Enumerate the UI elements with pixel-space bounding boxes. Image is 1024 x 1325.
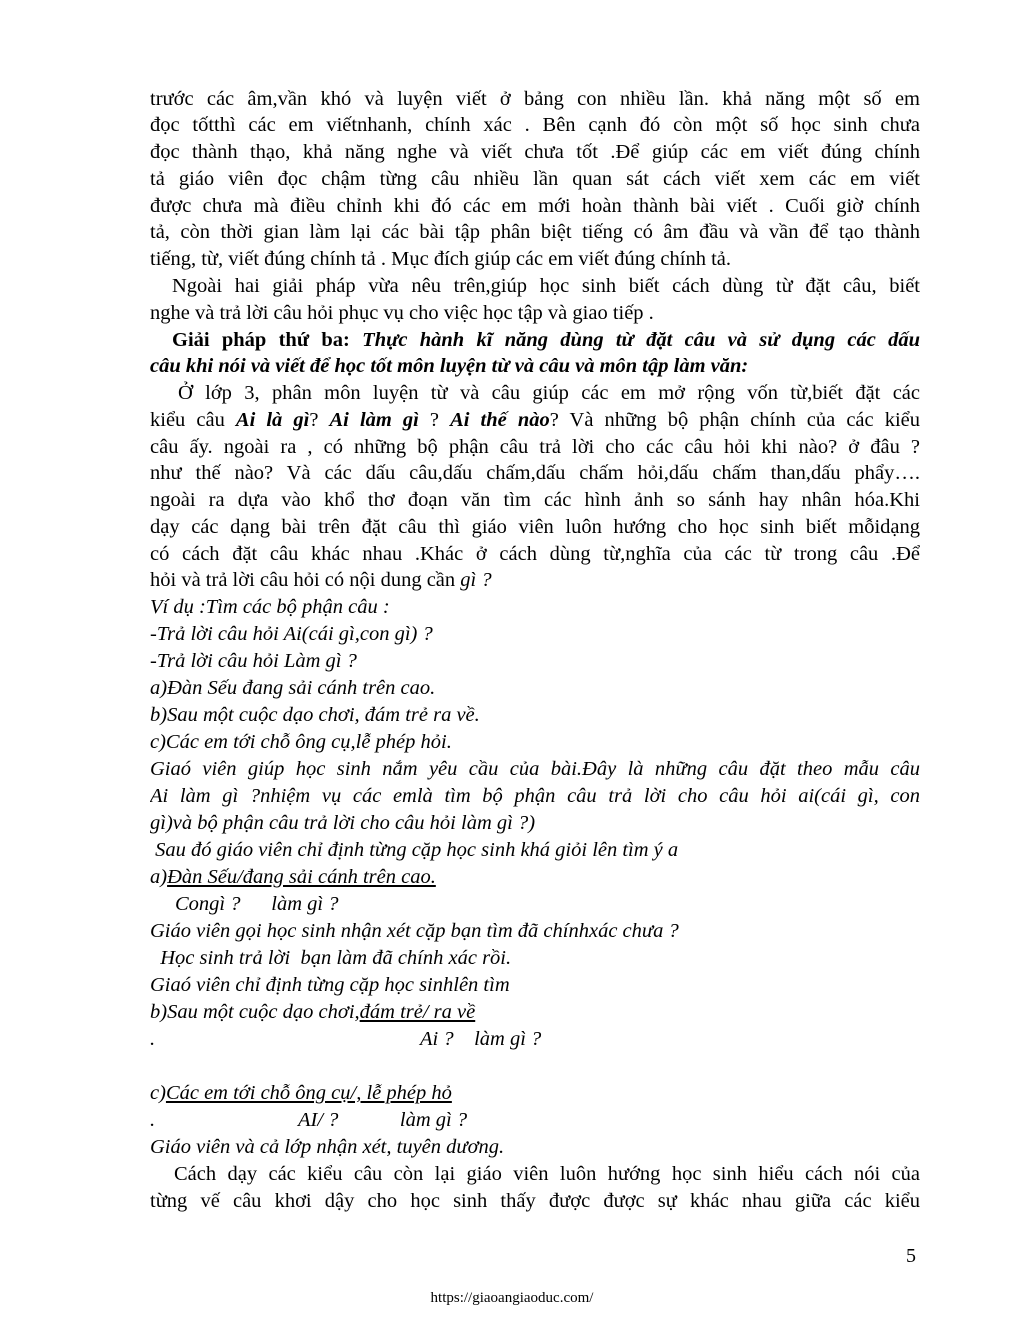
answer-b: b)Sau một cuộc dạo chơi,đám trẻ/ ra về (150, 1001, 476, 1023)
answer-c-dot: . (150, 1109, 156, 1131)
example-line: Giáo viên gọi học sinh nhận xét cặp bạn tìm đã chínhxác chưa ? (150, 920, 679, 942)
section-heading (172, 327, 920, 353)
example-line: Sau đó giáo viên chỉ định từng cặp học sinh khá giỏi lên tìm ý a (150, 839, 679, 861)
example-line: b)Sau một cuộc dạo chơi, đám trẻ ra về. (150, 704, 480, 726)
answer-b-dot: . (150, 1028, 156, 1050)
example-line: Giáo viên và cả lớp nhận xét, tuyên dương. (150, 1136, 505, 1158)
text-line: có cách đặt câu khác nhau .Khác ở cách dùng từ,nghĩa của các từ trong câu .Để (150, 543, 920, 565)
answer-a: a)Đàn Sếu/đang sải cánh trên cao. (150, 866, 436, 888)
heading-label: Giải pháp thứ ba: (172, 329, 350, 351)
text-line: nghe và trả lời câu hỏi phục vụ cho việc học tập và giao tiếp . (150, 302, 654, 324)
answer-a-questions: Congì ? làm gì ? (175, 893, 339, 915)
text-line: tả giáo viên đọc chậm từng câu nhiều lần quan sát cách viết xem các em viết (150, 168, 920, 190)
text-line: ngoài ra dựa vào khổ thơ đoạn văn tìm các hình ảnh so sánh hay nhân hóa.Khi (150, 489, 920, 511)
example-line: a)Đàn Sếu đang sải cánh trên cao. (150, 677, 436, 699)
heading-title-cont: câu khi nói và viết để học tốt môn luyện từ và câu và môn tập làm văn: (150, 355, 749, 377)
text-line: Ngoài hai giải pháp vừa nêu trên,giúp học sinh biết cách dùng từ đặt câu, biết (172, 275, 920, 297)
text-line: câu ấy. ngoài ra , có những bộ phận câu trả lời cho các câu hỏi khi nào? ở đâu ? (150, 436, 920, 458)
page-number: 5 (906, 1245, 916, 1267)
example-line: -Trả lời câu hỏi Làm gì ? (150, 650, 357, 672)
example-line: gì)và bộ phận câu trả lời cho câu hỏi làm gì ?) (150, 812, 536, 834)
text-line: đọc thành thạo, khả năng nghe và viết chưa tốt .Để giúp các em viết đúng chính (150, 141, 920, 163)
example-line: Ai làm gì ?nhiệm vụ các emlà tìm bộ phận câu trả lời cho câu hỏi ai(cái gì, con (150, 785, 920, 807)
example-line: Ví dụ :Tìm các bộ phận câu : (150, 596, 390, 618)
answer-c-questions: AI/ ? làm gì ? (298, 1109, 468, 1131)
text-line: trước các âm,vần khó và luyện viết ở bảng con nhiều lần. khả năng một số em (150, 88, 920, 110)
text-line: Cách dạy các kiểu câu còn lại giáo viên luôn hướng học sinh hiểu cách nói của (174, 1163, 920, 1185)
example-line: Giaó viên chỉ định từng cặp học sinhlên tìm (150, 974, 510, 996)
text-line: như thế nào? Và các dấu câu,dấu chấm,dấu chấm hỏi,dấu chấm than,dấu phẩy…. (150, 462, 920, 484)
footer-url[interactable]: https://giaoangiaoduc.com/ (430, 1290, 594, 1306)
text-line: tả, còn thời gian làm lại các bài tập phân biệt tiếng có âm đầu và vần để tạo thành (150, 221, 920, 243)
heading-title: Thực hành kĩ năng dùng từ đặt câu và sử dụng các dấu (362, 329, 920, 351)
example-line: -Trả lời câu hỏi Ai(cái gì,con gì) ? (150, 623, 433, 645)
section-heading-cont (150, 353, 920, 379)
text-line: kiểu câu Ai là gì? Ai làm gì ? Ai thế nào? Và những bộ phận chính của các kiểu (150, 409, 920, 431)
text-line: Ở lớp 3, phân môn luyện từ và câu giúp các em mở rộng vốn từ,biết đặt các (178, 382, 920, 404)
text-line: đọc tốtthì các em viếtnhanh, chính xác . Bên cạnh đó còn một số học sinh chưa (150, 114, 920, 136)
example-line: Học sinh trả lời bạn làm đã chính xác rồi. (150, 947, 512, 969)
text-line: được chưa mà điều chỉnh khi đó các em mới hoàn thành bài viết . Cuối giờ chính (150, 195, 920, 217)
answer-c: c)Các em tới chỗ ông cụ/, lễ phép hỏ (150, 1082, 452, 1104)
text-line: tiếng, từ, viết đúng chính tả . Mục đích giúp các em viết đúng chính tả. (150, 248, 731, 270)
text-line: từng vế câu khơi dậy cho học sinh thấy được được sự khác nhau giữa các kiểu (150, 1190, 920, 1212)
example-line: c)Các em tới chỗ ông cụ,lễ phép hỏi. (150, 731, 452, 753)
text-line: hỏi và trả lời câu hỏi có nội dung cần gì ? (150, 569, 492, 591)
answer-b-questions: Ai ? làm gì ? (420, 1028, 542, 1050)
text-line: dạy các dạng bài trên đặt câu thì giáo viên luôn hướng cho học sinh biết mỗidạng (150, 516, 920, 538)
example-line: Giaó viên giúp học sinh nắm yêu cầu của bài.Đây là những câu đặt theo mẫu câu (150, 758, 920, 780)
